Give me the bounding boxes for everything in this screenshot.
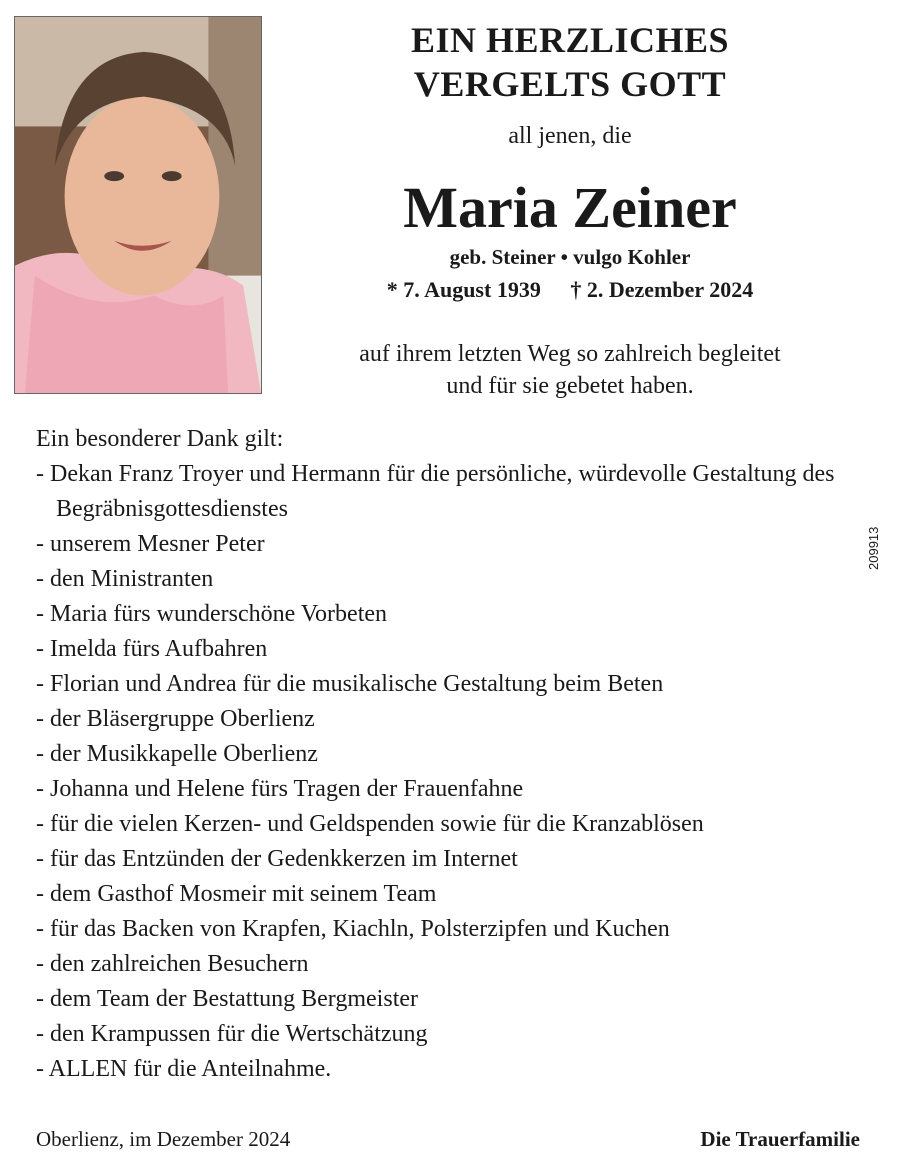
birth-date: * 7. August 1939 xyxy=(386,277,541,302)
thanks-list xyxy=(36,457,866,1087)
death-date: † 2. Dezember 2024 xyxy=(570,277,754,302)
thanks-item: - den zahlreichen Besuchern xyxy=(36,947,866,982)
thanks-item: - für das Entzünden der Gedenkkerzen im Internet xyxy=(36,842,866,877)
headline xyxy=(290,18,850,106)
thanks-item: - ALLEN für die Anteilnahme. xyxy=(36,1052,866,1087)
thanks-item: - Dekan Franz Troyer und Hermann für die persönliche, würdevolle Gestaltung des Begräbnisgottesdienstes xyxy=(36,457,866,527)
intro-text: all jenen, die xyxy=(508,123,632,149)
thanks-item: - Maria fürs wunderschöne Vorbeten xyxy=(36,597,866,632)
thanks-item: - Florian und Andrea für die musikalische Gestaltung beim Beten xyxy=(36,667,866,702)
thanks-item: - dem Team der Bestattung Bergmeister xyxy=(36,982,866,1017)
headline-line-2: VERGELTS GOTT xyxy=(413,64,727,104)
headline-line-1: EIN HERZLICHES xyxy=(410,20,730,60)
thanks-item: - für die vielen Kerzen- und Geldspenden sowie für die Kranzablösen xyxy=(36,807,866,842)
signature: Die Trauerfamilie xyxy=(700,1127,860,1151)
place-date: Oberlienz, im Dezember 2024 xyxy=(36,1127,291,1151)
closing-text xyxy=(290,338,850,402)
thanks-item: - unserem Mesner Peter xyxy=(36,527,866,562)
closing-line-1: auf ihrem letzten Weg so zahlreich begleitet xyxy=(359,341,781,367)
thanks-item: - den Ministranten xyxy=(36,562,866,597)
thanks-item: - dem Gasthof Mosmeir mit seinem Team xyxy=(36,877,866,912)
thanks-item: - für das Backen von Krapfen, Kiachln, Polsterzipfen und Kuchen xyxy=(36,912,866,947)
portrait-illustration xyxy=(15,17,261,393)
portrait-photo xyxy=(14,16,262,394)
thanks-item: - Imelda fürs Aufbahren xyxy=(36,632,866,667)
life-dates xyxy=(290,275,850,305)
thanks-item: - der Musikkapelle Oberlienz xyxy=(36,737,866,772)
closing-line-2: und für sie gebetet haben. xyxy=(446,373,694,399)
thanks-item: - der Bläsergruppe Oberlienz xyxy=(36,702,866,737)
thanks-section xyxy=(36,422,866,1087)
thanks-heading: Ein besonderer Dank gilt: xyxy=(36,426,284,452)
reference-number: 209913 xyxy=(866,526,881,570)
birth-name: geb. Steiner • vulgo Kohler xyxy=(449,245,691,269)
deceased-name: Maria Zeiner xyxy=(403,175,737,240)
thanks-item: - den Krampussen für die Wertschätzung xyxy=(36,1017,866,1052)
thanks-item: - Johanna und Helene fürs Tragen der Frauenfahne xyxy=(36,772,866,807)
